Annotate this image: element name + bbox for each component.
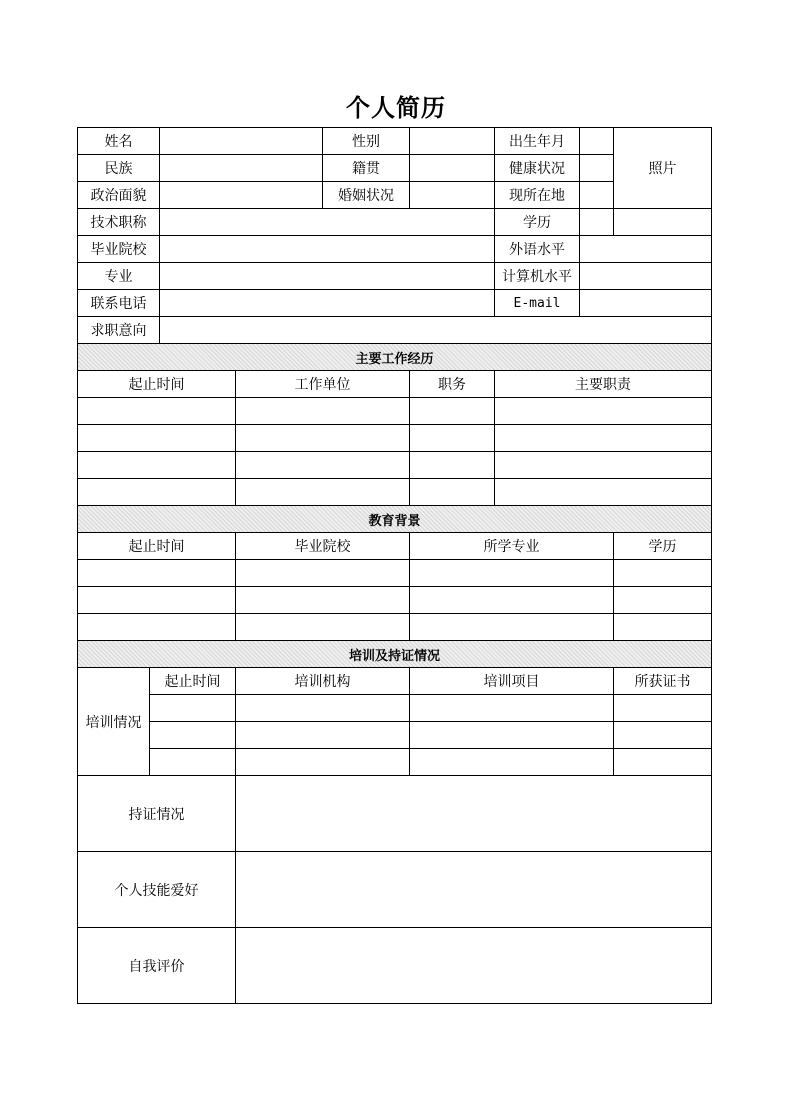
work-cell[interactable]	[78, 479, 236, 506]
label-gender: 性别	[323, 128, 410, 155]
edu-header-period: 起止时间	[78, 533, 236, 560]
table-row	[78, 749, 712, 776]
edu-cell[interactable]	[236, 614, 410, 641]
training-cell[interactable]	[236, 722, 410, 749]
field-health[interactable]	[580, 155, 614, 182]
work-cell[interactable]	[236, 452, 410, 479]
label-major: 专业	[78, 263, 160, 290]
training-header-program: 培训项目	[410, 668, 614, 695]
work-cell[interactable]	[410, 479, 495, 506]
table-row	[78, 425, 712, 452]
skills-label: 个人技能爱好	[78, 852, 236, 928]
label-political: 政治面貌	[78, 182, 160, 209]
self-eval-field[interactable]	[236, 928, 712, 1004]
edu-cell[interactable]	[78, 560, 236, 587]
label-education: 学历	[495, 209, 580, 236]
field-major[interactable]	[160, 263, 495, 290]
training-header-period: 起止时间	[150, 668, 236, 695]
label-computer: 计算机水平	[495, 263, 580, 290]
table-row	[78, 452, 712, 479]
work-cell[interactable]	[236, 398, 410, 425]
training-header-institution: 培训机构	[236, 668, 410, 695]
training-cell[interactable]	[614, 749, 712, 776]
cert-label: 持证情况	[78, 776, 236, 852]
page-title: 个人简历	[346, 93, 446, 122]
work-cell[interactable]	[78, 398, 236, 425]
work-header-period: 起止时间	[78, 371, 236, 398]
edu-cell[interactable]	[410, 614, 614, 641]
edu-cell[interactable]	[236, 587, 410, 614]
field-address[interactable]	[580, 182, 614, 209]
training-cell[interactable]	[150, 722, 236, 749]
self-eval-label: 自我评价	[78, 928, 236, 1004]
edu-cell[interactable]	[236, 560, 410, 587]
edu-header-major: 所学专业	[410, 533, 614, 560]
label-intent: 求职意向	[78, 317, 160, 344]
training-cell[interactable]	[150, 749, 236, 776]
field-ethnicity[interactable]	[160, 155, 323, 182]
work-cell[interactable]	[410, 398, 495, 425]
edu-cell[interactable]	[78, 614, 236, 641]
field-email[interactable]	[580, 290, 712, 317]
field-title[interactable]	[160, 209, 495, 236]
work-cell[interactable]	[236, 479, 410, 506]
field-political[interactable]	[160, 182, 323, 209]
field-education[interactable]	[580, 209, 614, 236]
label-school: 毕业院校	[78, 236, 160, 263]
training-cell[interactable]	[150, 695, 236, 722]
label-title: 技术职称	[78, 209, 160, 236]
work-cell[interactable]	[410, 425, 495, 452]
field-phone[interactable]	[160, 290, 495, 317]
table-row	[78, 695, 712, 722]
training-cell[interactable]	[236, 749, 410, 776]
training-cell[interactable]	[410, 695, 614, 722]
field-foreign-lang[interactable]	[580, 236, 712, 263]
label-marital: 婚姻状况	[323, 182, 410, 209]
label-address: 现所在地	[495, 182, 580, 209]
training-cell[interactable]	[410, 722, 614, 749]
edu-header-school: 毕业院校	[236, 533, 410, 560]
field-marital[interactable]	[410, 182, 495, 209]
training-label: 培训情况	[78, 668, 150, 776]
table-row	[78, 614, 712, 641]
label-foreign-lang: 外语水平	[495, 236, 580, 263]
field-native-place[interactable]	[410, 155, 495, 182]
label-ethnicity: 民族	[78, 155, 160, 182]
label-health: 健康状况	[495, 155, 580, 182]
work-cell[interactable]	[495, 452, 712, 479]
field-computer[interactable]	[580, 263, 712, 290]
edu-cell[interactable]	[614, 560, 712, 587]
work-cell[interactable]	[410, 452, 495, 479]
training-cell[interactable]	[410, 749, 614, 776]
edu-cell[interactable]	[614, 587, 712, 614]
table-row	[78, 587, 712, 614]
work-header-duties: 主要职责	[495, 371, 712, 398]
work-cell[interactable]	[495, 479, 712, 506]
label-birth: 出生年月	[495, 128, 580, 155]
work-cell[interactable]	[495, 398, 712, 425]
table-row	[78, 479, 712, 506]
field-school[interactable]	[160, 236, 495, 263]
work-header-employer: 工作单位	[236, 371, 410, 398]
table-row	[78, 722, 712, 749]
section-work-heading: 主要工作经历	[78, 344, 712, 371]
work-cell[interactable]	[495, 425, 712, 452]
section-training-heading: 培训及持证情况	[78, 641, 712, 668]
edu-header-degree: 学历	[614, 533, 712, 560]
label-name: 姓名	[78, 128, 160, 155]
label-phone: 联系电话	[78, 290, 160, 317]
edu-cell[interactable]	[78, 587, 236, 614]
skills-field[interactable]	[236, 852, 712, 928]
training-header-certificate: 所获证书	[614, 668, 712, 695]
field-gender[interactable]	[410, 128, 495, 155]
work-cell[interactable]	[78, 425, 236, 452]
photo-box[interactable]: 照片	[614, 128, 712, 209]
training-cell[interactable]	[236, 695, 410, 722]
field-name[interactable]	[160, 128, 323, 155]
training-cell[interactable]	[614, 695, 712, 722]
edu-cell[interactable]	[410, 560, 614, 587]
field-intent[interactable]	[160, 317, 712, 344]
edu-cell[interactable]	[410, 587, 614, 614]
cert-field[interactable]	[236, 776, 712, 852]
field-birth[interactable]	[580, 128, 614, 155]
edu-cell[interactable]	[614, 614, 712, 641]
work-cell[interactable]	[236, 425, 410, 452]
table-row	[78, 560, 712, 587]
resume-table	[77, 127, 712, 1004]
work-header-position: 职务	[410, 371, 495, 398]
training-cell[interactable]	[614, 722, 712, 749]
label-email: E-mail	[495, 290, 580, 317]
label-native-place: 籍贯	[323, 155, 410, 182]
photo-spacer	[614, 209, 712, 236]
section-edu-heading: 教育背景	[78, 506, 712, 533]
table-row	[78, 398, 712, 425]
work-cell[interactable]	[78, 452, 236, 479]
